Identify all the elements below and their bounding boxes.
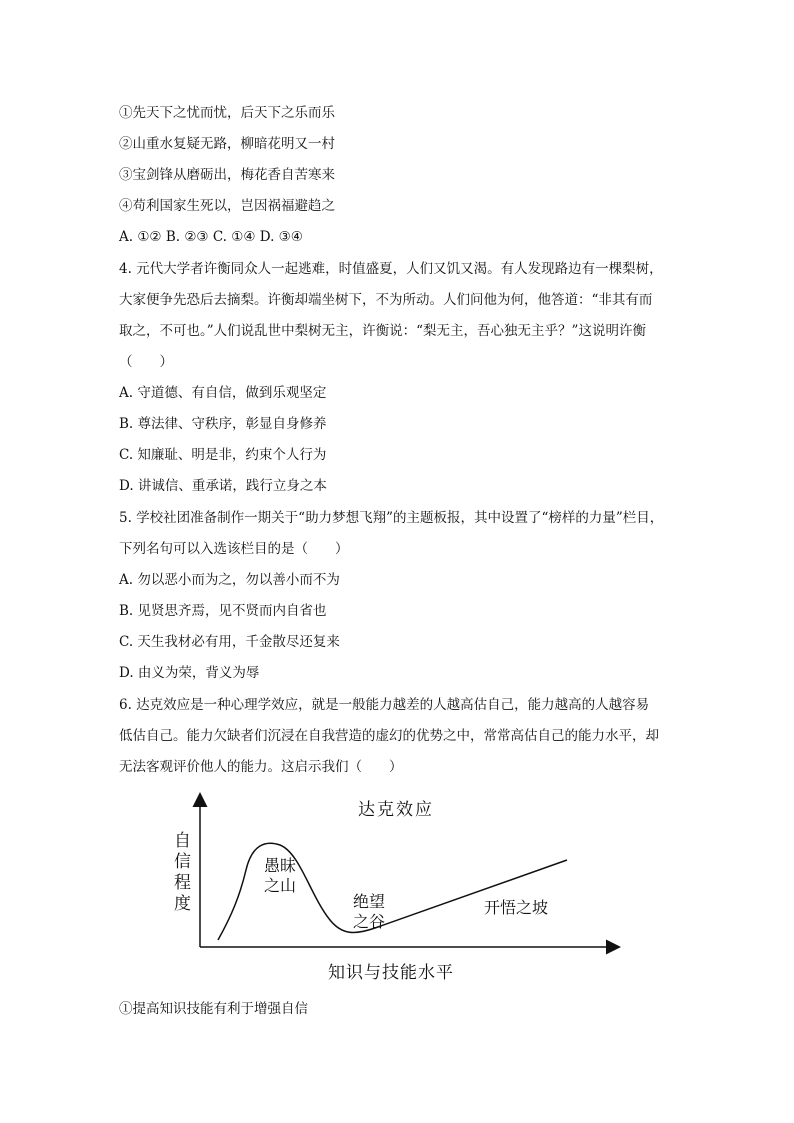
peak-label-2: 之山 (264, 876, 297, 895)
question-5-line-1: 5. 学校社团准备制作一期关于“助力梦想飞翔”的主题板报，其中设置了“榜样的力量”栏目， (119, 510, 664, 526)
option-line-4: ④苟利国家生死以，岂因祸福避趋之 (119, 198, 335, 214)
question-4-line-2: 大家便争先恐后去摘梨。许衡却端坐树下，不为所动。人们问他为何，他答道：“非其有而 (119, 292, 653, 308)
question-6-line-3: 无法客观评价他人的能力。这启示我们（ ） (119, 759, 403, 775)
question-6-line-1: 6. 达克效应是一种心理学效应，就是一般能力越差的人越高估自己，能力越高的人越容易 (119, 697, 650, 713)
y-label-2: 信 (174, 852, 191, 872)
question-6-line-2: 低估自己。能力欠缺者们沉浸在自我营造的虚幻的优势之中，常常高估自己的能力水平，却 (119, 728, 659, 744)
y-label-1: 自 (174, 831, 191, 851)
valley-label-1: 绝望 (353, 892, 386, 911)
question-5-line-2: 下列名句可以入选该栏目的是（ ） (119, 541, 349, 557)
answer-choices: A. ①② B. ②③ C. ①④ D. ③④ (119, 229, 303, 245)
dunning-kruger-figure (160, 785, 630, 990)
question-4-choice-b: B. 尊法律、守秩序，彰显自身修养 (119, 416, 327, 432)
question-5-choice-a: A. 勿以恶小而为之，勿以善小而不为 (119, 572, 340, 588)
question-5-choice-b: B. 见贤思齐焉，见不贤而内自省也 (119, 603, 327, 619)
slope-label: 开悟之坡 (484, 898, 549, 917)
option-line-2: ②山重水复疑无路，柳暗花明又一村 (119, 136, 335, 152)
question-4-choice-a: A. 守道德、有自信，做到乐观坚定 (119, 385, 327, 401)
question-4-choice-d: D. 讲诚信、重承诺，践行立身之本 (119, 478, 327, 494)
option-line-3: ③宝剑锋从磨砺出，梅花香自苦寒来 (119, 167, 335, 183)
option-after-figure-1: ①提高知识技能有利于增强自信 (119, 1001, 308, 1017)
question-4-blank: （ ） (119, 354, 173, 370)
question-4-choice-c: C. 知廉耻、明是非，约束个人行为 (119, 447, 327, 463)
y-label-3: 程 (174, 873, 191, 893)
peak-label-1: 愚昧 (264, 856, 297, 875)
y-label-4: 度 (174, 894, 191, 914)
option-line-1: ①先天下之忧而忧，后天下之乐而乐 (119, 105, 335, 121)
question-4-line-1: 4. 元代大学者许衡同众人一起逃难，时值盛夏，人们又饥又渴。有人发现路边有一棵梨树， (119, 261, 663, 277)
valley-label-2: 之谷 (353, 912, 386, 931)
question-4-line-3: 取之，不可也。”人们说乱世中梨树无主，许衡说：“梨无主，吾心独无主乎？”这说明许衡 (119, 323, 646, 339)
question-5-choice-c: C. 天生我材必有用，千金散尽还复来 (119, 634, 340, 650)
figure-title: 达克效应 (358, 800, 434, 820)
x-axis-label: 知识与技能水平 (328, 963, 454, 983)
question-5-choice-d: D. 由义为荣，背义为辱 (119, 665, 260, 681)
